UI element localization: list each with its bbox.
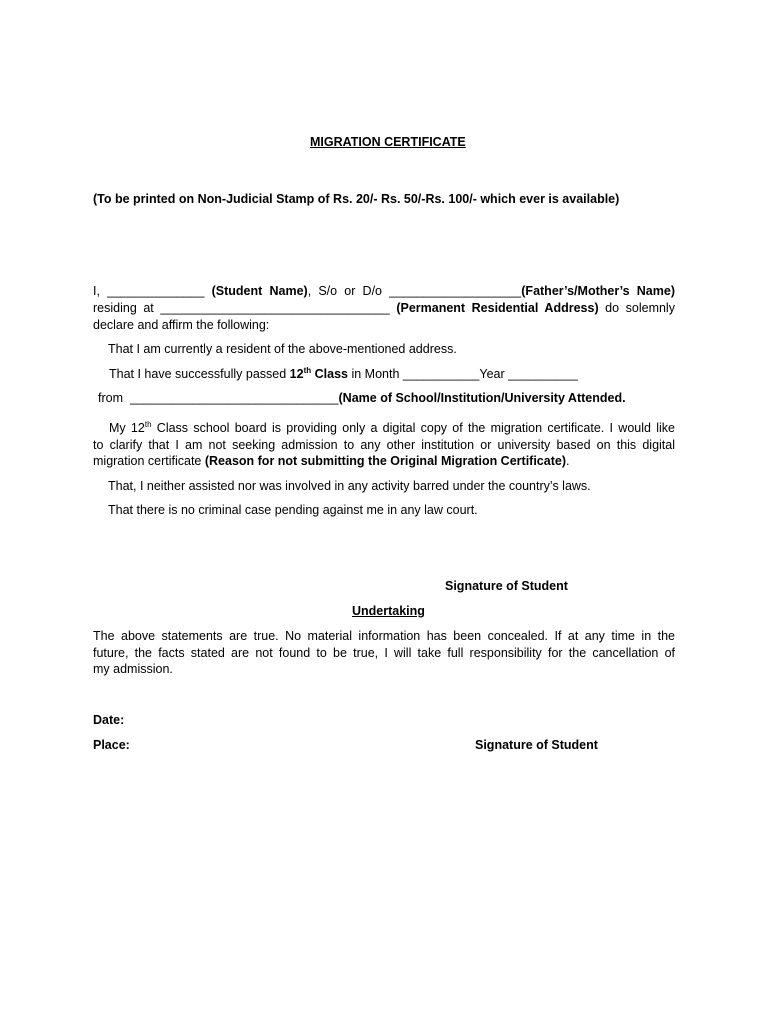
declaration-line-3: declare and affirm the following: (93, 318, 270, 332)
address-blank: _________________________________ (160, 301, 390, 315)
pronoun-text: I, (93, 284, 100, 298)
passed-text: That I have successfully passed (109, 367, 287, 381)
undertaking-line-2: future, the facts stated are not found to be true, I will take full responsibility for the cancellation of (93, 645, 675, 660)
relation-text: S/o or D/o (318, 284, 382, 298)
place-label: Place: (93, 738, 130, 752)
point-passed (109, 366, 578, 383)
month-text: in Month (351, 367, 400, 381)
point-laws: That, I neither assisted nor was involved in any activity barred under the country’s laws. (108, 479, 591, 493)
signature-student-1: Signature of Student (445, 579, 568, 593)
board-line-1: My 12th Class school board is providing only a digital copy of the migration certificate. I would like (109, 419, 675, 435)
student-name-label: (Student Name) (211, 284, 308, 298)
address-label: (Permanent Residential Address) (396, 301, 599, 315)
date-label: Date: (93, 713, 125, 727)
school-blank: ______________________________ (129, 391, 339, 405)
student-name-blank: ______________ (107, 284, 205, 298)
point-from (98, 390, 626, 407)
point-resident: That I am currently a resident of the above-mentioned address. (108, 342, 457, 356)
parent-name-blank: ___________________ (389, 284, 522, 298)
undertaking-heading: Undertaking (352, 604, 425, 618)
board-line-2: to clarify that I am not seeking admission to any other institution or university based on this digital (93, 437, 675, 452)
undertaking-paragraph (93, 628, 675, 678)
parent-name-label: (Father’s/Mother’s Name) (521, 284, 675, 298)
comma-text: , (307, 284, 312, 298)
declaration-line-2 (93, 300, 675, 317)
year-text: Year (479, 367, 505, 381)
residing-text: residing at (93, 301, 154, 315)
signature-student-2: Signature of Student (475, 738, 598, 752)
point-criminal: That there is no criminal case pending against me in any law court. (108, 503, 478, 517)
year-blank: __________ (508, 367, 578, 381)
school-label: (Name of School/Institution/University Attended. (338, 391, 626, 405)
class-label: 12th Class (289, 365, 348, 381)
solemnly-text: do solemnly (605, 301, 675, 315)
month-blank: ___________ (402, 367, 480, 381)
undertaking-line-1: The above statements are true. No material information has been concealed. If at any time in the (93, 629, 675, 643)
undertaking-line-3: my admission. (93, 662, 173, 676)
page-title: MIGRATION CERTIFICATE (310, 135, 466, 149)
board-paragraph (93, 420, 675, 470)
board-line-3: migration certificate (Reason for not submitting the Original Migration Certificate). (93, 454, 570, 468)
stamp-note: (To be printed on Non-Judicial Stamp of Rs. 20/- Rs. 50/-Rs. 100/- which ever is available) (93, 192, 620, 206)
from-text: from (98, 391, 123, 405)
declaration-line-1 (93, 283, 675, 300)
